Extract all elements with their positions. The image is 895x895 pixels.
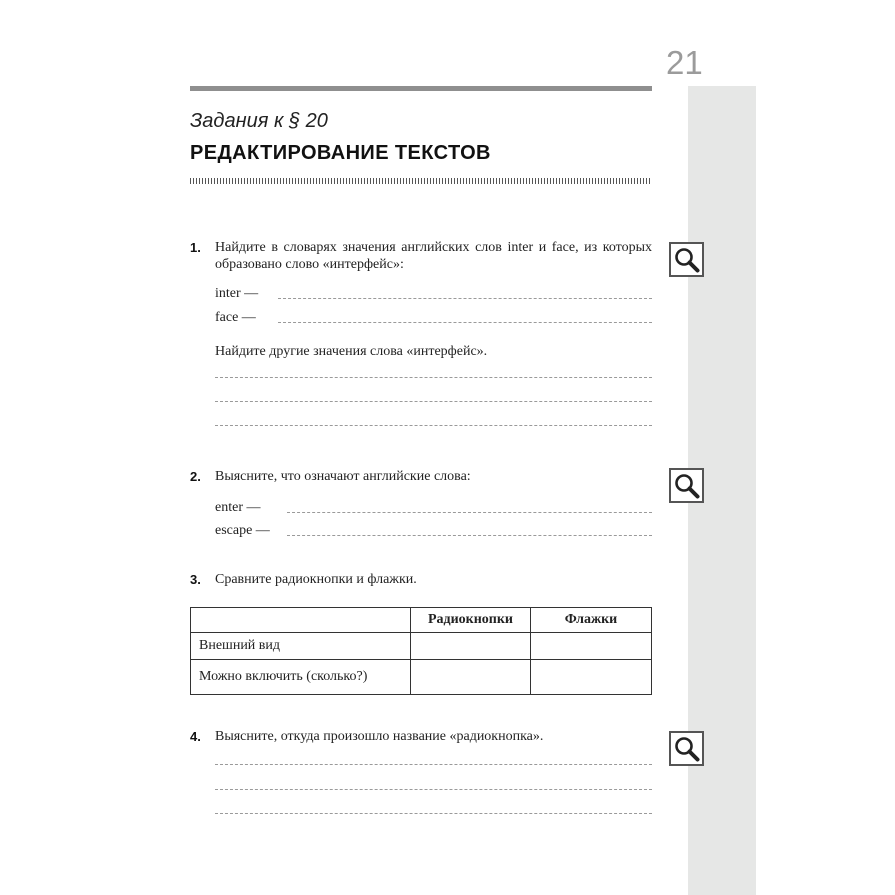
- table-cell-answer[interactable]: [531, 633, 652, 660]
- table-row-label: Можно включить (сколько?): [191, 660, 411, 695]
- task-1-answer-line-3[interactable]: [215, 377, 652, 378]
- section-subtitle: Задания к § 20: [190, 110, 328, 132]
- comparison-table: [190, 607, 652, 695]
- task-4-text: Выясните, откуда произошло название «радиокнопка».: [215, 729, 544, 744]
- table-header-radiobuttons: Радиокнопки: [411, 608, 531, 633]
- task-2-search-icon: [669, 468, 704, 503]
- table-row-label: Внешний вид: [191, 633, 411, 660]
- table-cell-answer[interactable]: [411, 633, 531, 660]
- table-header-checkboxes: Флажки: [531, 608, 652, 633]
- table-row: [191, 633, 652, 660]
- task-2-answer-line-1[interactable]: [287, 512, 652, 513]
- title-divider: [190, 178, 652, 184]
- task-1-field-2-label: face —: [215, 310, 256, 325]
- task-2-number: 2.: [190, 469, 201, 484]
- task-4-answer-line-3[interactable]: [215, 813, 652, 814]
- task-1-search-icon: [669, 242, 704, 277]
- task-4-answer-line-2[interactable]: [215, 789, 652, 790]
- magnifier-icon: [673, 735, 700, 762]
- task-1-subtext: Найдите другие значения слова «интерфейс».: [215, 344, 488, 359]
- task-2-field-2-label: escape —: [215, 523, 270, 538]
- task-3-number: 3.: [190, 572, 201, 587]
- task-2-field-1-label: enter —: [215, 500, 261, 515]
- page-title: РЕДАКТИРОВАНИЕ ТЕКСТОВ: [190, 142, 491, 164]
- task-4-search-icon: [669, 731, 704, 766]
- task-1-answer-line-5[interactable]: [215, 425, 652, 426]
- table-cell-answer[interactable]: [411, 660, 531, 695]
- magnifier-icon: [673, 246, 700, 273]
- task-1-answer-line-4[interactable]: [215, 401, 652, 402]
- task-2-text: Выясните, что означают английские слова:: [215, 469, 471, 484]
- task-1-field-1-label: inter —: [215, 286, 259, 301]
- table-cell-answer[interactable]: [531, 660, 652, 695]
- page-number: 21: [666, 44, 703, 81]
- table-row: [191, 660, 652, 695]
- task-4-answer-line-1[interactable]: [215, 764, 652, 765]
- task-1-answer-line-1[interactable]: [278, 298, 652, 299]
- task-1-text: Найдите в словарях значения английских слов inter и face, из которых образовано слово «интерфейс»:: [215, 240, 652, 272]
- magnifier-icon: [673, 472, 700, 499]
- table-header-empty: [191, 608, 411, 633]
- task-3-text: Сравните радиокнопки и флажки.: [215, 572, 417, 587]
- task-4-number: 4.: [190, 729, 201, 744]
- top-rule: [190, 86, 652, 91]
- task-1-answer-line-2[interactable]: [278, 322, 652, 323]
- task-1-number: 1.: [190, 240, 201, 255]
- task-2-answer-line-2[interactable]: [287, 535, 652, 536]
